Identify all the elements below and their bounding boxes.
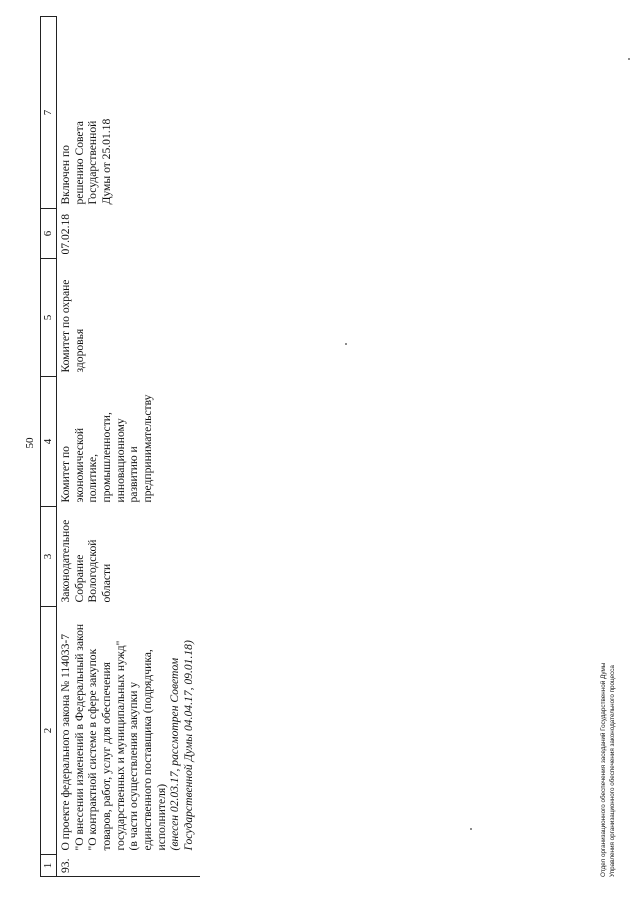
scan-speck <box>628 58 630 60</box>
initiator-cell <box>56 507 199 607</box>
committee-line: политике, <box>86 454 100 503</box>
decision-line: Включен по <box>58 145 72 205</box>
bill-title-line: товаров, работ, услуг для обеспечения <box>99 661 113 851</box>
bills-table <box>40 16 200 877</box>
coexecutor-cell <box>56 259 199 377</box>
bill-note-line: Государственной Думы 04.04.17, 09.01.18) <box>182 640 196 851</box>
bill-title-cell <box>56 607 199 855</box>
column-number: 1 <box>41 855 57 877</box>
column-number: 3 <box>41 507 57 607</box>
column-number: 6 <box>41 209 57 259</box>
decision-line: решению Совета <box>72 121 86 205</box>
initiator-line: Вологодской области <box>86 539 113 603</box>
column-number-row <box>41 17 57 877</box>
column-number: 7 <box>41 17 57 209</box>
column-number: 4 <box>41 377 57 507</box>
row-number: 93. <box>56 855 199 877</box>
decision-cell <box>56 17 199 209</box>
table-row <box>56 17 199 877</box>
initiator-line: Собрание <box>72 554 86 603</box>
committee-line: экономической <box>72 427 86 503</box>
column-number: 2 <box>41 607 57 855</box>
committee-line: Комитет по <box>58 446 72 503</box>
bill-title-line: О проекте федерального закона № 114033-7 <box>58 633 72 851</box>
scan-speck <box>345 343 347 345</box>
bill-title-line: исполнителя) <box>154 783 168 851</box>
coexecutor-line: здоровья <box>72 328 86 373</box>
footer-line: Отдел организационного обеспечения заседаний Государственной Думы <box>600 662 607 877</box>
bill-title-line: единственного поставщика (подрядчика, <box>141 649 154 851</box>
decision-line: Думы от 25.01.18 <box>99 118 113 205</box>
committee-cell <box>56 377 199 507</box>
footer-line: Управления организационного обеспечения законодательного процесса <box>608 665 616 877</box>
column-number: 5 <box>41 259 57 377</box>
date-cell: 07.02.18 <box>58 213 72 255</box>
page-number: 50 <box>24 437 36 449</box>
bill-note-line: (внесен 02.03.17, рассмотрен Советом <box>168 657 182 851</box>
scan-speck <box>470 828 472 830</box>
committee-line: инновационному <box>113 418 127 503</box>
initiator-line: Законодательное <box>58 519 72 603</box>
committee-line: предпринимательству <box>141 394 154 503</box>
coexecutor-line: Комитет по охране <box>58 279 72 373</box>
footer <box>600 663 617 877</box>
committee-line: промышленности, <box>99 412 113 503</box>
bill-title-line: (в части осуществления закупки у <box>127 681 141 851</box>
decision-line: Государственной <box>86 120 100 205</box>
bill-title-line: "О внесении изменений в Федеральный закон <box>72 623 86 851</box>
bill-title-line: "О контрактной системе в сфере закупок <box>86 648 100 851</box>
bill-title-line: государственных и муниципальных нужд" <box>113 640 127 851</box>
committee-line: развитию и <box>127 446 141 503</box>
